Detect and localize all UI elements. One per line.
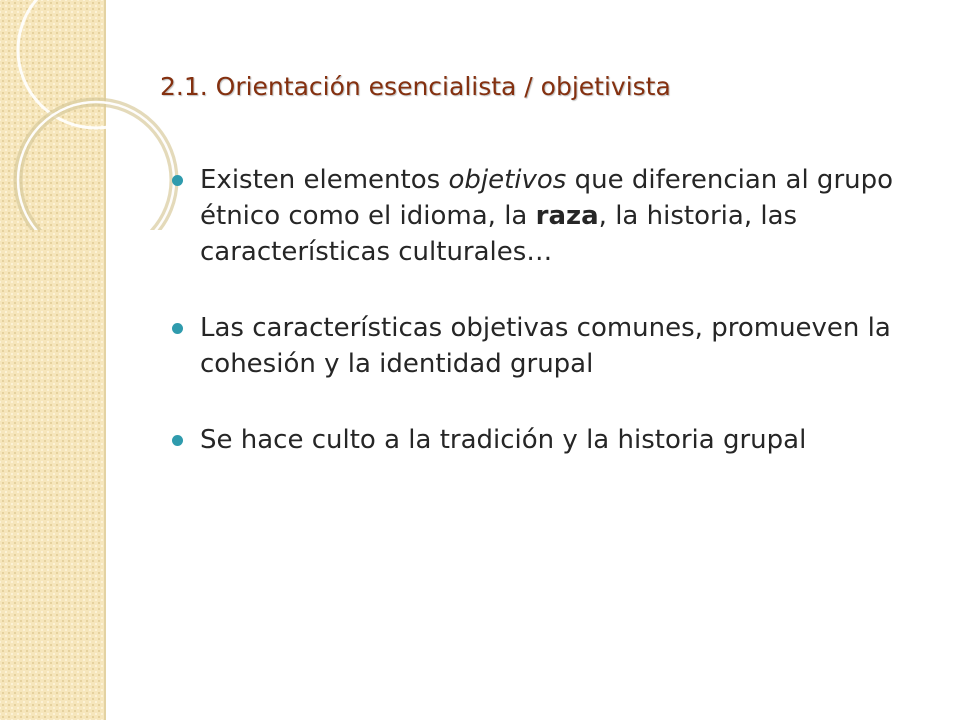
bullet-text-italic: objetivos xyxy=(448,165,567,195)
bullet-text-segment: que diferencian al grupo étnico como el idioma, la xyxy=(200,165,894,231)
bullet-text-segment: , la historia, las características culturales… xyxy=(200,201,798,267)
bullet-text-bold: raza xyxy=(535,201,599,231)
round-bullet-dot-icon xyxy=(172,435,183,446)
ring-top-outline xyxy=(18,0,174,128)
bullet-text-segment: Existen elementos xyxy=(200,165,449,195)
bullet-item xyxy=(172,310,942,382)
round-bullet-dot-icon xyxy=(172,323,183,334)
bullet-item xyxy=(172,162,942,270)
bullet-item xyxy=(172,422,942,458)
ring-bottom-shadow xyxy=(18,102,174,230)
bullet-text: Las características objetivas comunes, promueven la cohesión y la identidad grupal xyxy=(200,313,891,379)
bullet-list xyxy=(172,162,942,458)
bullet-text: Se hace culto a la tradición y la historia grupal xyxy=(200,425,807,455)
round-bullet-dot-icon xyxy=(172,175,183,186)
slide-title: 2.1. Orientación esencialista / objetivista xyxy=(160,72,671,101)
